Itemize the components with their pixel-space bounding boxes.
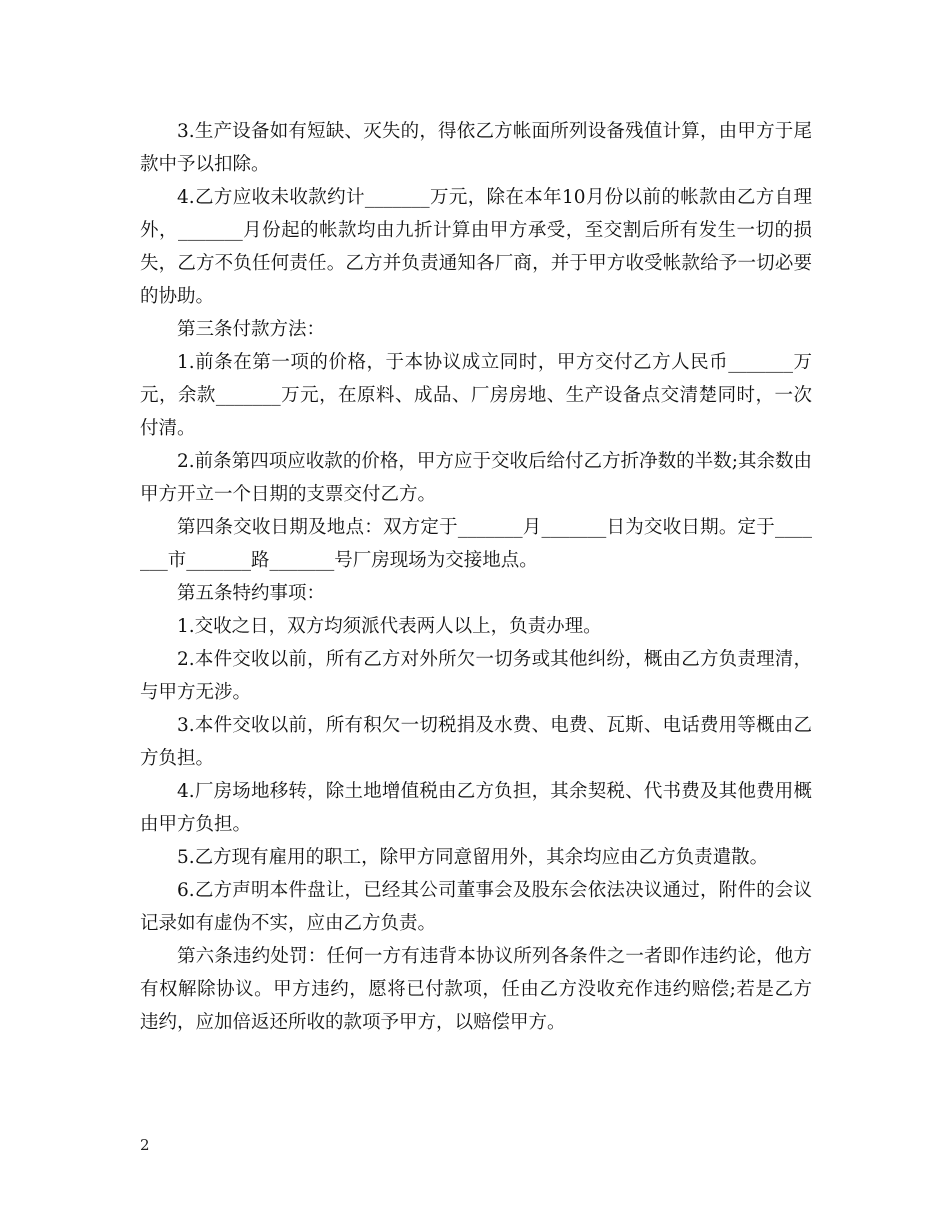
page-number: 2 — [140, 1136, 150, 1154]
article-3-heading: 第三条付款方法： — [177, 319, 326, 340]
paragraph-special-4: 4.厂房场地移转，除土地增值税由乙方负担，其余契税、代书费及其他费用概由甲方负担。 — [140, 781, 812, 835]
article-6-penalty: 第六条违约处罚：任何一方有违背本协议所列各条件之一者即作违约论，他方有权解除协议。甲方违约，愿将已付款项，任由乙方没收充作违约赔偿;若是乙方违约，应加倍返还所收的款项予甲方，以赔偿甲方。 — [140, 946, 812, 1033]
paragraph-clause-3-3: 3.生产设备如有短缺、灭失的，得依乙方帐面所列设备残值计算，由甲方于尾款中予以扣除。 — [140, 121, 812, 175]
document-body — [140, 115, 812, 1039]
paragraph-special-3: 3.本件交收以前，所有积欠一切税捐及水费、电费、瓦斯、电话费用等概由乙方负担。 — [140, 715, 812, 769]
article-4-delivery: 第四条交收日期及地点：双方定于_______月_______日为交收日期。定于_______市_______路_______号厂房现场为交接地点。 — [140, 517, 812, 571]
paragraph-special-1: 1.交收之日，双方均须派代表两人以上，负责办理。 — [177, 616, 602, 637]
paragraph-special-6: 6.乙方声明本件盘让，已经其公司董事会及股东会依法决议通过，附件的会议记录如有虚伪不实，应由乙方负责。 — [140, 880, 812, 934]
paragraph-payment-2: 2.前条第四项应收款的价格，甲方应于交收后给付乙方折净数的半数;其余数由甲方开立一个日期的支票交付乙方。 — [140, 451, 812, 505]
paragraph-payment-1: 1.前条在第一项的价格，于本协议成立同时，甲方交付乙方人民币_______万元，余款_______万元，在原料、成品、厂房房地、生产设备点交清楚同时，一次付清。 — [140, 352, 812, 439]
paragraph-special-5: 5.乙方现有雇用的职工，除甲方同意留用外，其余均应由乙方负责遣散。 — [177, 847, 769, 868]
article-5-heading: 第五条特约事项： — [177, 583, 326, 604]
paragraph-clause-3-4: 4.乙方应收未收款约计_______万元，除在本年10月份以前的帐款由乙方自理外，_______月份起的帐款均由九折计算由甲方承受，至交割后所有发生一切的损失，乙方不负任何责任。乙方并负责通知各厂商，并于甲方收受帐款给予一切必要的协助。 — [140, 187, 812, 307]
paragraph-special-2: 2.本件交收以前，所有乙方对外所欠一切务或其他纠纷，概由乙方负责理清，与甲方无涉。 — [140, 649, 812, 703]
